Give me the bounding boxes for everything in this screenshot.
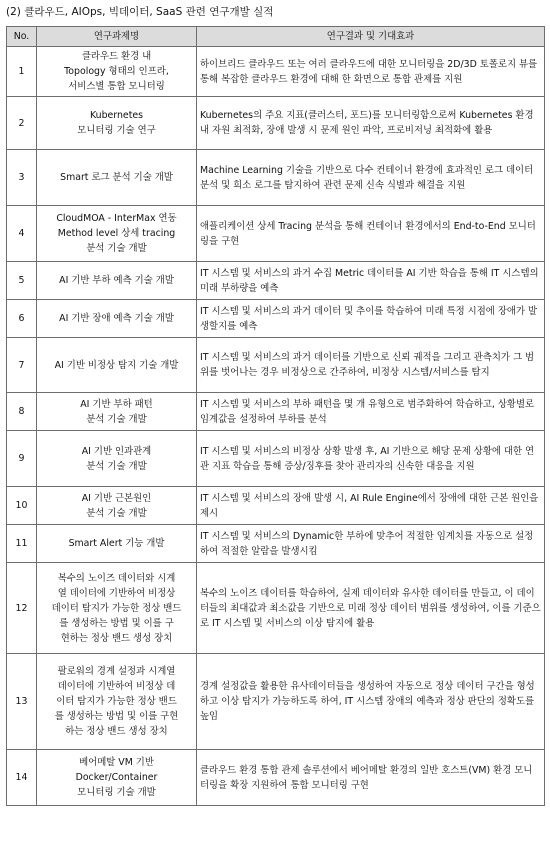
table-row [7, 563, 545, 654]
table-row [7, 262, 545, 300]
table-row [7, 300, 545, 338]
row-task: AI 기반 부하 예측 기술 개발 [37, 262, 197, 300]
row-result: 클라우드 환경 통합 관제 솔루션에서 베어메탈 환경의 일반 호스트(VM) 환경 모니터링을 확장 지원하여 통합 모니터링 구현 [197, 750, 545, 806]
row-task: AI 기반 인과관계 분석 기술 개발 [37, 431, 197, 487]
table-row [7, 431, 545, 487]
row-task: Smart Alert 기능 개발 [37, 525, 197, 563]
row-task: 클라우드 환경 내 Topology 형태의 인프라, 서비스별 통합 모니터링 [37, 47, 197, 97]
row-task: Kubernetes 모니터링 기술 연구 [37, 97, 197, 150]
header-result: 연구결과 및 기대효과 [197, 27, 545, 47]
table-row [7, 97, 545, 150]
row-no: 9 [7, 431, 37, 487]
table-row [7, 338, 545, 393]
row-no: 3 [7, 150, 37, 206]
row-result: IT 시스템 및 서비스의 부하 패턴을 몇 개 유형으로 범주화하여 학습하고, 상황별로 임계값을 설정하여 부하를 분석 [197, 393, 545, 431]
header-no: No. [7, 27, 37, 47]
section-title: (2) 클라우드, AIOps, 빅데이터, SaaS 관련 연구개발 실적 [6, 6, 274, 18]
row-task: AI 기반 근본원인 분석 기술 개발 [37, 487, 197, 525]
row-task: 베어메탈 VM 기반 Docker/Container 모니터링 기술 개발 [37, 750, 197, 806]
row-result: IT 시스템 및 서비스의 비정상 상황 발생 후, AI 기반으로 해당 문제 상황에 대한 연관 지표 학습을 통해 증상/징후를 찾아 관리자의 신속한 대응을 지원 [197, 431, 545, 487]
row-result: IT 시스템 및 서비스의 장애 발생 시, AI Rule Engine에서 장애에 대한 근본 원인을 제시 [197, 487, 545, 525]
row-no: 12 [7, 563, 37, 654]
row-no: 7 [7, 338, 37, 393]
row-result: 복수의 노이즈 데이터를 학습하여, 실제 데이터와 유사한 데이터를 만들고, 이 데이터들의 최대값과 최소값을 기반으로 미래 정상 데이터 범위를 생성하여, 이를 기준으로 IT 시스템 및 서비스의 이상 탐지에 활용 [197, 563, 545, 654]
row-no: 4 [7, 206, 37, 262]
header-task: 연구과제명 [37, 27, 197, 47]
table-row [7, 750, 545, 806]
row-result: 경계 설정값을 활용한 유사데이터들을 생성하여 자동으로 정상 데이터 구간을 형성하고 이상 탐지가 가능하도록 하여, IT 시스템 장애의 예측과 정상 판단의 정확도를 높임 [197, 654, 545, 750]
row-result: 애플리케이션 상세 Tracing 분석을 통해 컨테이너 환경에서의 End-to-End 모니터링을 구현 [197, 206, 545, 262]
row-no: 10 [7, 487, 37, 525]
table-row [7, 393, 545, 431]
table-header-row [7, 27, 545, 47]
row-no: 11 [7, 525, 37, 563]
row-result: IT 시스템 및 서비스의 과거 수집 Metric 데이터를 AI 기반 학습을 통해 IT 시스템의 미래 부하량을 예측 [197, 262, 545, 300]
row-no: 6 [7, 300, 37, 338]
row-task: AI 기반 부하 패턴 분석 기술 개발 [37, 393, 197, 431]
table-row [7, 525, 545, 563]
table-row [7, 150, 545, 206]
table-row [7, 654, 545, 750]
row-task: 복수의 노이즈 데이터와 시계 열 데이터에 기반하여 비정상 데이터 탐지가 가능한 정상 밴드 를 생성하는 방법 및 이를 구 현하는 정상 밴드 생성 장치 [37, 563, 197, 654]
row-no: 13 [7, 654, 37, 750]
row-task: 팔로워의 경계 설정과 시계열 데이터에 기반하여 비정상 데 이터 탐지가 가능한 정상 밴드 를 생성하는 방법 및 이를 구현 하는 정상 밴드 생성 장치 [37, 654, 197, 750]
table-row [7, 487, 545, 525]
row-task: AI 기반 장애 예측 기술 개발 [37, 300, 197, 338]
row-result: IT 시스템 및 서비스의 과거 데이터 및 추이를 학습하여 미래 특정 시점에 장애가 발생할지를 예측 [197, 300, 545, 338]
row-no: 1 [7, 47, 37, 97]
row-no: 2 [7, 97, 37, 150]
row-result: IT 시스템 및 서비스의 과거 데이터를 기반으로 신뢰 궤적을 그리고 관측치가 그 범위를 벗어나는 경우 비정상으로 간주하여, 비정상 시스템/서비스를 탐지 [197, 338, 545, 393]
rnd-results-table [6, 26, 545, 806]
table-row [7, 47, 545, 97]
row-result: Machine Learning 기술을 기반으로 다수 컨테이너 환경에 효과적인 로그 데이터 분석 및 희소 로그를 탐지하여 관련 문제 신속 식별과 해결을 지원 [197, 150, 545, 206]
row-result: Kubernetes의 주요 지표(클러스터, 포드)를 모니터링함으로써 Kubernetes 환경 내 자원 최적화, 장애 발생 시 문제 원인 파악, 프로비저닝 최적화에 활용 [197, 97, 545, 150]
row-no: 14 [7, 750, 37, 806]
row-result: IT 시스템 및 서비스의 Dynamic한 부하에 맞추어 적절한 임계치를 자동으로 설정하여 적절한 알람을 발생시킴 [197, 525, 545, 563]
table-row [7, 206, 545, 262]
row-task: CloudMOA - InterMax 연동 Method level 상세 tracing 분석 기술 개발 [37, 206, 197, 262]
row-result: 하이브리드 클라우드 또는 여러 클라우드에 대한 모니터링을 2D/3D 토폴로지 뷰를 통해 복잡한 클라우드 환경에 대해 한 화면으로 통합 관제를 지원 [197, 47, 545, 97]
row-task: AI 기반 비정상 탐지 기술 개발 [37, 338, 197, 393]
row-no: 8 [7, 393, 37, 431]
row-no: 5 [7, 262, 37, 300]
row-task: Smart 로그 분석 기술 개발 [37, 150, 197, 206]
